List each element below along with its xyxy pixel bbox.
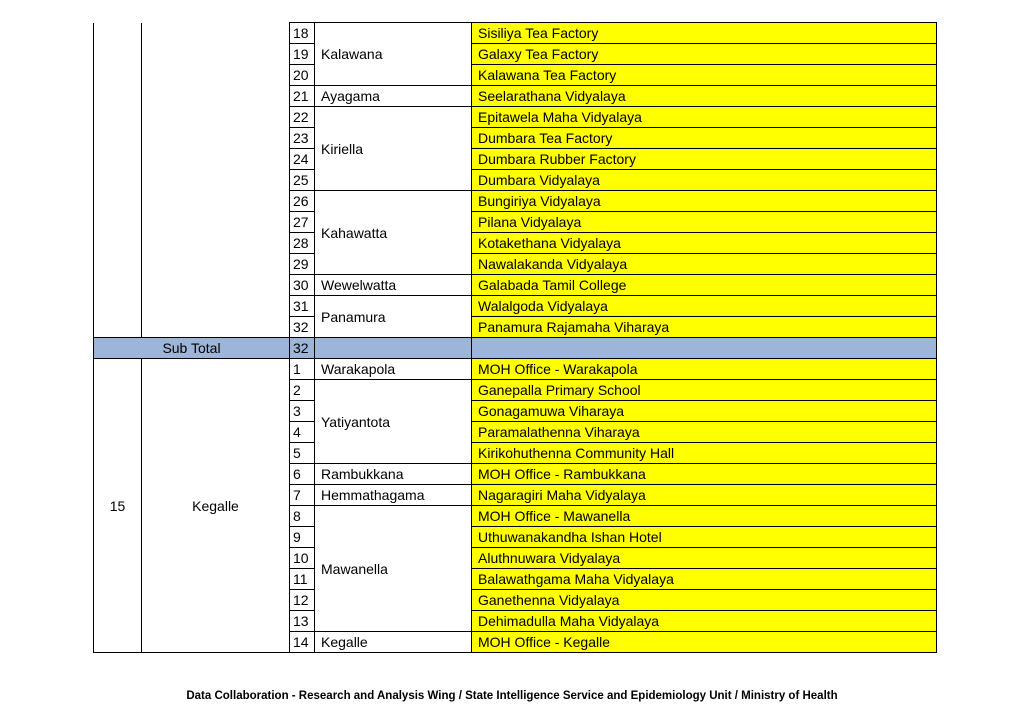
row-number: 4: [290, 422, 315, 443]
moh-area-cell: Wewelwatta: [315, 275, 472, 296]
row-number: 11: [290, 569, 315, 590]
centre-name: MOH Office - Kegalle: [472, 632, 937, 653]
centre-name: Ganethenna Vidyalaya: [472, 590, 937, 611]
centre-name: Aluthnuwara Vidyalaya: [472, 548, 937, 569]
centre-name: Uthuwanakandha Ishan Hotel: [472, 527, 937, 548]
moh-area-cell: Hemmathagama: [315, 485, 472, 506]
row-number: 7: [290, 485, 315, 506]
row-number: 13: [290, 611, 315, 632]
row-number: 25: [290, 170, 315, 191]
centre-name: Pilana Vidyalaya: [472, 212, 937, 233]
row-number: 27: [290, 212, 315, 233]
centre-name: Nagaragiri Maha Vidyalaya: [472, 485, 937, 506]
row-number: 28: [290, 233, 315, 254]
centre-name: Kirikohuthenna Community Hall: [472, 443, 937, 464]
vaccination-centres-table: [93, 22, 937, 653]
row-number: 19: [290, 44, 315, 65]
moh-area-cell: Yatiyantota: [315, 380, 472, 464]
row-number: 32: [290, 317, 315, 338]
row-number: 23: [290, 128, 315, 149]
row-number: 30: [290, 275, 315, 296]
row-number: 14: [290, 632, 315, 653]
centre-name: Epitawela Maha Vidyalaya: [472, 107, 937, 128]
row-number: 2: [290, 380, 315, 401]
row-number: 8: [290, 506, 315, 527]
row-number: 29: [290, 254, 315, 275]
centre-name: Gonagamuwa Viharaya: [472, 401, 937, 422]
district-cell: Kegalle: [142, 359, 290, 653]
moh-area-cell: Kalawana: [315, 23, 472, 86]
row-number: 5: [290, 443, 315, 464]
moh-area-cell: Kegalle: [315, 632, 472, 653]
row-number: 21: [290, 86, 315, 107]
moh-area-cell: Mawanella: [315, 506, 472, 632]
row-number: 10: [290, 548, 315, 569]
centre-name: Balawathgama Maha Vidyalaya: [472, 569, 937, 590]
centre-name: Bungiriya Vidyalaya: [472, 191, 937, 212]
centre-name: Galabada Tamil College: [472, 275, 937, 296]
table-row: [94, 23, 937, 44]
table-row: [94, 359, 937, 380]
centre-name: MOH Office - Rambukkana: [472, 464, 937, 485]
data-sheet: [93, 22, 937, 653]
row-number: 20: [290, 65, 315, 86]
centre-name: MOH Office - Mawanella: [472, 506, 937, 527]
row-number: 26: [290, 191, 315, 212]
moh-area-cell: Panamura: [315, 296, 472, 338]
centre-name: Dumbara Tea Factory: [472, 128, 937, 149]
moh-area-cell: Warakapola: [315, 359, 472, 380]
subtotal-moh-cell: [315, 338, 472, 359]
centre-name: Galaxy Tea Factory: [472, 44, 937, 65]
centre-name: MOH Office - Warakapola: [472, 359, 937, 380]
moh-area-cell: Kahawatta: [315, 191, 472, 275]
district-cell: [142, 23, 290, 338]
row-number: 9: [290, 527, 315, 548]
centre-name: Panamura Rajamaha Viharaya: [472, 317, 937, 338]
row-number: 18: [290, 23, 315, 44]
moh-area-cell: Kiriella: [315, 107, 472, 191]
district-index-cell: [94, 23, 142, 338]
centre-name: Paramalathenna Viharaya: [472, 422, 937, 443]
centre-name: Kalawana Tea Factory: [472, 65, 937, 86]
centre-name: Walalgoda Vidyalaya: [472, 296, 937, 317]
row-number: 24: [290, 149, 315, 170]
centre-name: Seelarathana Vidyalaya: [472, 86, 937, 107]
centre-name: Dumbara Vidyalaya: [472, 170, 937, 191]
page-footer: Data Collaboration - Research and Analysis Wing / State Intelligence Service and Epidemiology Unit / Ministry of Health: [186, 690, 838, 702]
row-number: 22: [290, 107, 315, 128]
row-number: 6: [290, 464, 315, 485]
row-number: 1: [290, 359, 315, 380]
centre-name: Ganepalla Primary School: [472, 380, 937, 401]
row-number: 31: [290, 296, 315, 317]
row-number: 12: [290, 590, 315, 611]
district-index-cell: 15: [94, 359, 142, 653]
centre-name: Dehimadulla Maha Vidyalaya: [472, 611, 937, 632]
centre-name: Dumbara Rubber Factory: [472, 149, 937, 170]
subtotal-place-cell: [472, 338, 937, 359]
row-number: 3: [290, 401, 315, 422]
moh-area-cell: Ayagama: [315, 86, 472, 107]
moh-area-cell: Rambukkana: [315, 464, 472, 485]
subtotal-label: Sub Total: [94, 338, 290, 359]
centre-name: Nawalakanda Vidyalaya: [472, 254, 937, 275]
centre-name: Kotakethana Vidyalaya: [472, 233, 937, 254]
centre-name: Sisiliya Tea Factory: [472, 23, 937, 44]
subtotal-row: [94, 338, 937, 359]
subtotal-value: 32: [290, 338, 315, 359]
